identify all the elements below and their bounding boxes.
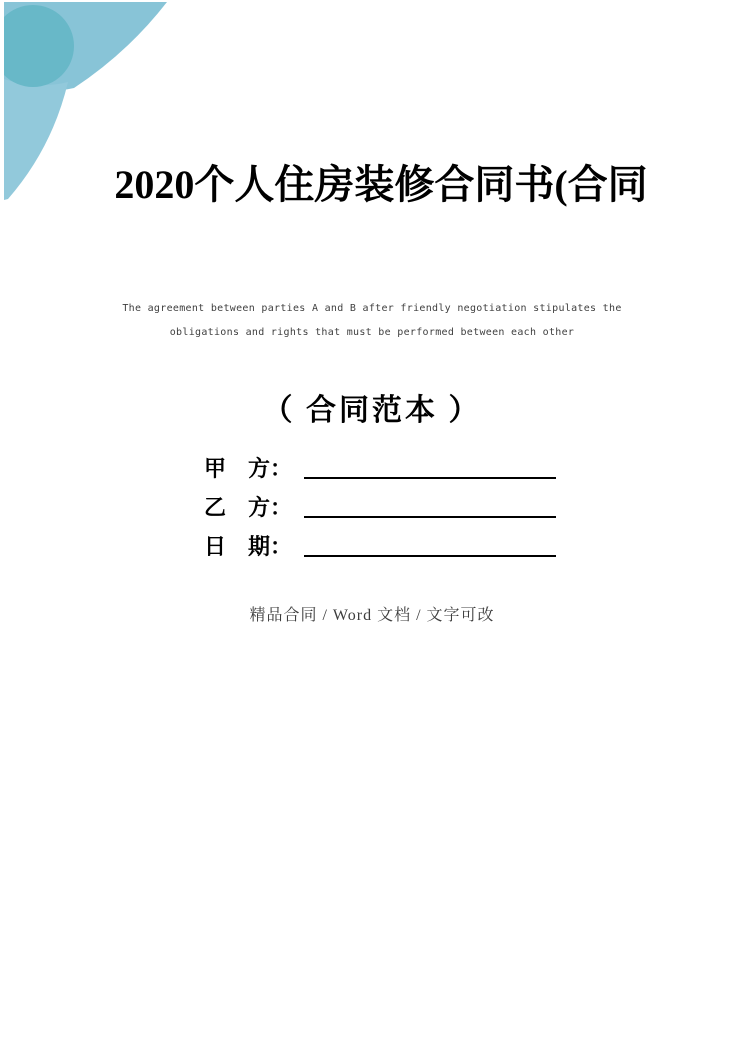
field-blank-party-a[interactable] xyxy=(304,477,556,479)
page-title: 2020个人住房装修合同书(合同 xyxy=(114,162,648,207)
field-blank-date[interactable] xyxy=(304,555,556,557)
field-blank-party-b[interactable] xyxy=(304,516,556,518)
field-label-party-b: 乙 方： xyxy=(204,495,293,520)
subtitle-line-1: The agreement between parties A and B after friendly negotiation stipulates the xyxy=(122,303,622,314)
field-row-party-a xyxy=(204,455,556,482)
field-label-party-a: 甲 方： xyxy=(204,456,293,481)
signature-fields xyxy=(204,455,556,572)
subtitle-line-2: obligations and rights that must be performed between each other xyxy=(169,327,575,338)
footer-note: 精品合同 / Word 文档 / 文字可改 xyxy=(249,607,495,624)
subtitle-english xyxy=(0,297,744,345)
field-row-party-b xyxy=(204,494,556,521)
field-label-date: 日 期： xyxy=(204,534,293,559)
template-type-label: （ 合同范本 ） xyxy=(262,394,482,427)
field-row-date xyxy=(204,533,556,560)
